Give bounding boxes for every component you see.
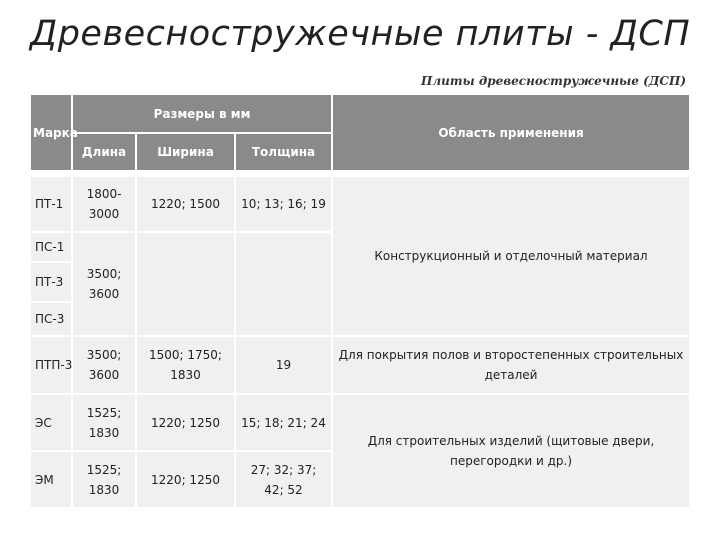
- slide-title: Древесностружечные плиты - ДСП: [29, 14, 691, 54]
- table-row: [30, 394, 690, 451]
- cell-length: 1800-3000: [72, 176, 136, 232]
- cell-application-building: Для строительных изделий (щитовые двери, перегородки и др.): [332, 394, 690, 508]
- cell-mark: ПТ-1: [30, 176, 72, 232]
- header-length: Длина: [72, 133, 136, 171]
- cell-mark: ЭМ: [30, 451, 72, 508]
- cell-thickness: 15; 18; 21; 24: [235, 394, 332, 451]
- cell-thickness-empty: [235, 232, 332, 336]
- cell-mark: ЭС: [30, 394, 72, 451]
- header-application: Область применения: [332, 94, 690, 171]
- table-row: [30, 336, 690, 394]
- cell-width: 1220; 1250: [136, 451, 235, 508]
- header-thickness: Толщина: [235, 133, 332, 171]
- cell-thickness: 27; 32; 37; 42; 52: [235, 451, 332, 508]
- cell-thickness: 10; 13; 16; 19: [235, 176, 332, 232]
- header-row-1: [30, 94, 690, 133]
- cell-width: 1220; 1500: [136, 176, 235, 232]
- cell-application-floors: Для покрытия полов и второстепенных строительных деталей: [332, 336, 690, 394]
- table-caption: Плиты древесностружечные (ДСП): [420, 74, 686, 88]
- cell-length: 1525; 1830: [72, 394, 136, 451]
- cell-length: 3500; 3600: [72, 336, 136, 394]
- particleboard-table: [29, 93, 691, 509]
- header-mark: Марка: [30, 94, 72, 171]
- cell-length: 1525; 1830: [72, 451, 136, 508]
- cell-application-construction: Конструкционный и отделочный материал: [332, 176, 690, 336]
- cell-mark: ПТ-3: [30, 262, 72, 302]
- header-width: Ширина: [136, 133, 235, 171]
- cell-mark: ПТП-3: [30, 336, 72, 394]
- cell-width: 1500; 1750; 1830: [136, 336, 235, 394]
- cell-width: 1220; 1250: [136, 394, 235, 451]
- table-row: [30, 176, 690, 232]
- cell-length: 3500; 3600: [72, 232, 136, 336]
- cell-thickness: 19: [235, 336, 332, 394]
- header-sizes: Размеры в мм: [72, 94, 332, 133]
- cell-mark: ПС-1: [30, 232, 72, 262]
- cell-mark: ПС-3: [30, 302, 72, 336]
- cell-width-empty: [136, 232, 235, 336]
